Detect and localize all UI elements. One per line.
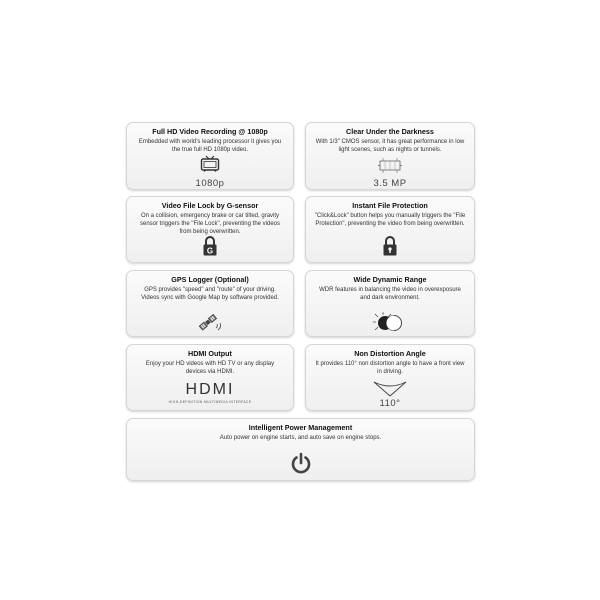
feature-card-non-distortion: [305, 344, 475, 411]
card-description: With 1/3" CMOS sensor, it has great performance in low light scenes, such as nights or tunnels.: [315, 139, 465, 153]
card-description: GPS provides "speed" and "route" of your driving. Videos sync with Google Map by software provided.: [141, 287, 279, 301]
card-description: WDR features in balancing the video in overexposure and dark environment.: [319, 287, 461, 301]
hdmi-logo-subtext: HIGH-DEFINITION MULTIMEDIA INTERFACE: [168, 400, 252, 404]
hdmi-logo-icon: [127, 381, 293, 404]
megapixel-caption: 3.5 MP: [373, 178, 407, 189]
card-title: GPS Logger (Optional): [171, 275, 249, 284]
image-sensor-icon: [306, 158, 474, 174]
feature-card-wdr: [305, 270, 475, 337]
feature-card-hdmi: [126, 344, 294, 411]
card-title: Instant File Protection: [352, 201, 428, 210]
feature-card-power-management: [126, 418, 475, 481]
card-title: HDMI Output: [188, 349, 232, 358]
g-lock-icon: [127, 235, 293, 257]
tv-icon: [127, 155, 293, 173]
angle-caption: 110°: [379, 398, 401, 409]
card-title: Wide Dynamic Range: [353, 275, 427, 284]
feature-card-full-hd: [126, 122, 294, 190]
card-title: Intelligent Power Management: [248, 423, 353, 432]
feature-card-gps: [126, 270, 294, 337]
lock-icon: [306, 235, 474, 257]
satellite-icon: [127, 311, 293, 333]
card-description: Enjoy your HD videos with HD TV or any display devices via HDMI.: [145, 361, 275, 375]
power-icon: [127, 452, 474, 474]
svg-text:G: G: [206, 246, 214, 256]
card-description: On a collision, emergency brake or car tilted, gravity sensor triggers the "File Lock", preventing the videos from being overwritten.: [140, 213, 280, 235]
card-title: Non Distortion Angle: [354, 349, 426, 358]
card-description: Auto power on engine starts, and auto save on engine stops.: [219, 435, 382, 441]
card-description: "Click&Lock" button helps you manually triggers the "File Protection", preventing the video from being overwritten.: [314, 213, 466, 227]
feature-card-file-protection: [305, 196, 475, 263]
wide-angle-icon: [306, 379, 474, 399]
card-title: Full HD Video Recording @ 1080p: [152, 127, 268, 136]
hdmi-logo-text: HDMI: [185, 381, 235, 398]
card-title: Video File Lock by G-sensor: [161, 201, 259, 210]
card-description: It provides 110° non distortion angle to have a front view in driving.: [315, 361, 465, 375]
card-title: Clear Under the Darkness: [346, 127, 434, 136]
feature-card-darkness: [305, 122, 475, 190]
feature-card-g-sensor-lock: [126, 196, 294, 263]
card-description: Embedded with world’s leading processor it gives you the true full HD 1080p video.: [138, 139, 282, 153]
wdr-icon: [306, 311, 474, 333]
resolution-caption: 1080p: [195, 178, 225, 189]
